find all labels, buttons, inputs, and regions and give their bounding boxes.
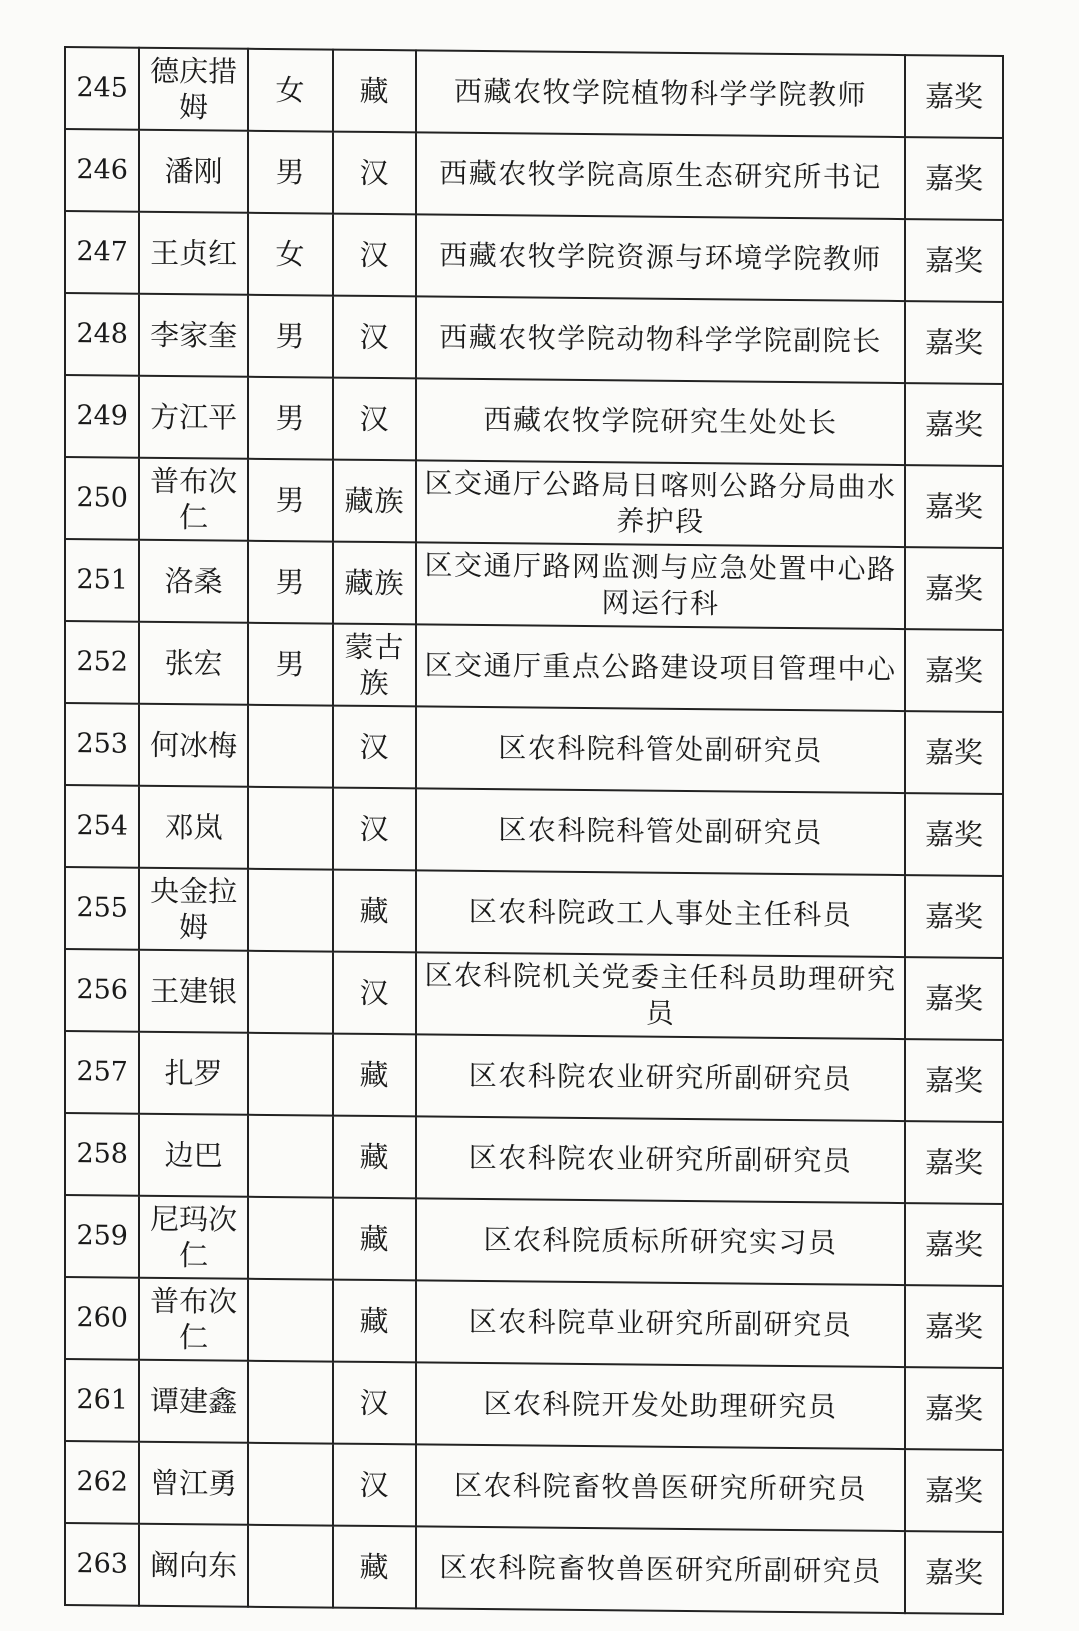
award-type: 嘉奖 xyxy=(905,711,1003,794)
work-unit: 区农科院开发处助理研究员 xyxy=(416,1362,905,1449)
table-row xyxy=(65,129,1003,220)
person-name: 邓岚 xyxy=(139,786,247,869)
person-name: 何冰梅 xyxy=(139,704,247,787)
row-number: 254 xyxy=(65,785,139,868)
person-name: 普布次仁 xyxy=(139,1278,247,1361)
award-type: 嘉奖 xyxy=(905,1285,1003,1368)
person-ethnicity: 汉 xyxy=(333,296,416,379)
person-ethnicity: 藏族 xyxy=(333,542,416,625)
person-gender xyxy=(248,705,333,788)
row-number: 262 xyxy=(65,1441,139,1524)
person-gender: 男 xyxy=(248,131,333,214)
row-number: 255 xyxy=(65,867,139,950)
table-row xyxy=(65,47,1003,138)
work-unit: 区农科院畜牧兽医研究所副研究员 xyxy=(416,1526,905,1613)
person-gender xyxy=(248,869,333,952)
work-unit: 西藏农牧学院资源与环境学院教师 xyxy=(416,214,905,301)
person-name: 阚向东 xyxy=(139,1524,247,1607)
person-gender xyxy=(248,1033,333,1116)
person-name: 李家奎 xyxy=(139,294,247,377)
person-name: 尼玛次仁 xyxy=(139,1196,247,1279)
person-gender: 男 xyxy=(248,459,333,542)
person-ethnicity: 汉 xyxy=(333,132,416,215)
table-row xyxy=(65,211,1003,302)
person-ethnicity: 汉 xyxy=(333,952,416,1035)
award-type: 嘉奖 xyxy=(905,793,1003,876)
award-type: 嘉奖 xyxy=(905,465,1003,548)
table-row xyxy=(65,457,1003,548)
person-name: 普布次仁 xyxy=(139,458,247,541)
table-row xyxy=(65,949,1003,1040)
person-ethnicity: 汉 xyxy=(333,706,416,789)
person-name: 方江平 xyxy=(139,376,247,459)
work-unit: 区农科院畜牧兽医研究所研究员 xyxy=(416,1444,905,1531)
person-name: 扎罗 xyxy=(139,1032,247,1115)
person-ethnicity: 汉 xyxy=(333,378,416,461)
person-ethnicity: 汉 xyxy=(333,1362,416,1445)
award-type: 嘉奖 xyxy=(905,383,1003,466)
table-row xyxy=(65,1359,1003,1450)
person-gender xyxy=(248,1115,333,1198)
person-ethnicity: 藏 xyxy=(333,1034,416,1117)
table-row xyxy=(65,375,1003,466)
row-number: 248 xyxy=(65,293,139,376)
person-gender: 男 xyxy=(248,377,333,460)
person-ethnicity: 汉 xyxy=(333,788,416,871)
table-row xyxy=(65,1441,1003,1532)
award-type: 嘉奖 xyxy=(905,1449,1003,1532)
person-ethnicity: 汉 xyxy=(333,1444,416,1527)
row-number: 259 xyxy=(65,1195,139,1278)
person-gender xyxy=(248,787,333,870)
person-gender: 女 xyxy=(248,213,333,296)
person-gender xyxy=(248,1525,333,1608)
row-number: 256 xyxy=(65,949,139,1032)
person-ethnicity: 藏 xyxy=(333,1280,416,1363)
work-unit: 西藏农牧学院动物科学学院副院长 xyxy=(416,296,905,383)
person-name: 央金拉姆 xyxy=(139,868,247,951)
work-unit: 区农科院科管处副研究员 xyxy=(416,706,905,793)
person-gender xyxy=(248,951,333,1034)
person-name: 谭建鑫 xyxy=(139,1360,247,1443)
person-gender xyxy=(248,1279,333,1362)
table-row xyxy=(65,703,1003,794)
award-roster-table xyxy=(64,46,1004,1615)
award-type: 嘉奖 xyxy=(905,629,1003,712)
award-type: 嘉奖 xyxy=(905,1121,1003,1204)
table-row xyxy=(65,867,1003,958)
work-unit: 区交通厅重点公路建设项目管理中心 xyxy=(416,624,905,711)
table-row xyxy=(65,1523,1003,1614)
table-row xyxy=(65,293,1003,384)
work-unit: 区农科院质标所研究实习员 xyxy=(416,1198,905,1285)
work-unit: 区农科院机关党委主任科员助理研究员 xyxy=(416,952,905,1039)
row-number: 249 xyxy=(65,375,139,458)
row-number: 258 xyxy=(65,1113,139,1196)
person-gender xyxy=(248,1197,333,1280)
person-ethnicity: 蒙古族 xyxy=(333,624,416,707)
person-ethnicity: 藏族 xyxy=(333,460,416,543)
award-type: 嘉奖 xyxy=(905,219,1003,302)
row-number: 257 xyxy=(65,1031,139,1114)
person-ethnicity: 藏 xyxy=(333,870,416,953)
row-number: 247 xyxy=(65,211,139,294)
table-row xyxy=(65,621,1003,712)
person-gender: 男 xyxy=(248,295,333,378)
person-ethnicity: 汉 xyxy=(333,214,416,297)
person-name: 边巴 xyxy=(139,1114,247,1197)
person-name: 王贞红 xyxy=(139,212,247,295)
person-gender: 男 xyxy=(248,623,333,706)
person-ethnicity: 藏 xyxy=(333,1526,416,1609)
work-unit: 区交通厅路网监测与应急处置中心路网运行科 xyxy=(416,542,905,629)
person-name: 曾江勇 xyxy=(139,1442,247,1525)
award-type: 嘉奖 xyxy=(905,301,1003,384)
row-number: 251 xyxy=(65,539,139,622)
roster-body xyxy=(65,47,1003,1614)
row-number: 252 xyxy=(65,621,139,704)
table-row xyxy=(65,1195,1003,1286)
work-unit: 区农科院政工人事处主任科员 xyxy=(416,870,905,957)
work-unit: 区农科院农业研究所副研究员 xyxy=(416,1116,905,1203)
table-row xyxy=(65,1113,1003,1204)
person-gender: 女 xyxy=(248,49,333,132)
person-name: 德庆措姆 xyxy=(139,48,247,131)
person-name: 张宏 xyxy=(139,622,247,705)
row-number: 261 xyxy=(65,1359,139,1442)
person-name: 潘刚 xyxy=(139,130,247,213)
work-unit: 西藏农牧学院植物科学学院教师 xyxy=(416,50,905,137)
award-type: 嘉奖 xyxy=(905,1203,1003,1286)
award-type: 嘉奖 xyxy=(905,1039,1003,1122)
person-name: 王建银 xyxy=(139,950,247,1033)
person-gender xyxy=(248,1443,333,1526)
table-row xyxy=(65,1031,1003,1122)
work-unit: 西藏农牧学院高原生态研究所书记 xyxy=(416,132,905,219)
award-type: 嘉奖 xyxy=(905,137,1003,220)
award-type: 嘉奖 xyxy=(905,1531,1003,1614)
work-unit: 区交通厅公路局日喀则公路分局曲水养护段 xyxy=(416,460,905,547)
work-unit: 区农科院科管处副研究员 xyxy=(416,788,905,875)
row-number: 253 xyxy=(65,703,139,786)
row-number: 246 xyxy=(65,129,139,212)
row-number: 250 xyxy=(65,457,139,540)
person-ethnicity: 藏 xyxy=(333,1198,416,1281)
table-row xyxy=(65,539,1003,630)
work-unit: 西藏农牧学院研究生处处长 xyxy=(416,378,905,465)
person-ethnicity: 藏 xyxy=(333,50,416,133)
award-type: 嘉奖 xyxy=(905,1367,1003,1450)
award-type: 嘉奖 xyxy=(905,957,1003,1040)
award-type: 嘉奖 xyxy=(905,547,1003,630)
work-unit: 区农科院农业研究所副研究员 xyxy=(416,1034,905,1121)
person-gender: 男 xyxy=(248,541,333,624)
work-unit: 区农科院草业研究所副研究员 xyxy=(416,1280,905,1367)
person-ethnicity: 藏 xyxy=(333,1116,416,1199)
row-number: 263 xyxy=(65,1523,139,1606)
award-type: 嘉奖 xyxy=(905,55,1003,138)
row-number: 245 xyxy=(65,47,139,130)
award-type: 嘉奖 xyxy=(905,875,1003,958)
table-row xyxy=(65,785,1003,876)
person-name: 洛桑 xyxy=(139,540,247,623)
table-row xyxy=(65,1277,1003,1368)
person-gender xyxy=(248,1361,333,1444)
row-number: 260 xyxy=(65,1277,139,1360)
